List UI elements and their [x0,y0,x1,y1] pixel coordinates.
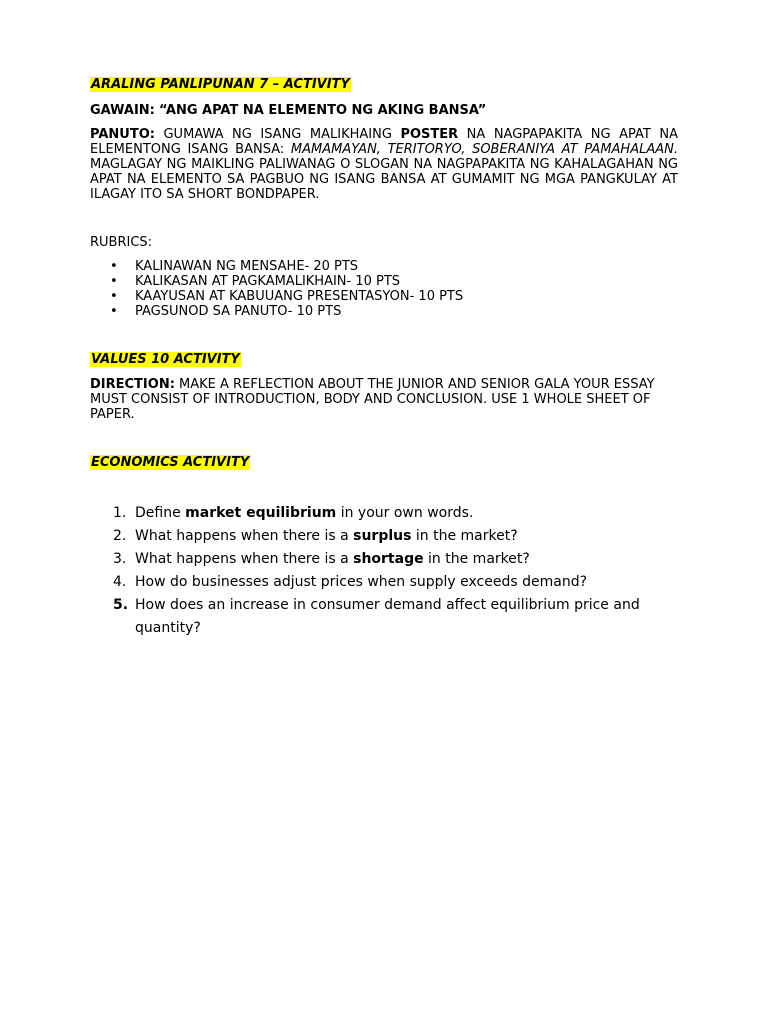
rubric-item-text: KALIKASAN AT PAGKAMALIKHAIN- 10 PTS [135,274,401,289]
question-text: What happens when there is a [135,528,354,544]
question-number: 3. [113,551,127,567]
question-text: How does an increase in consumer demand affect equilibrium price and quantity? [135,597,640,636]
question-keyword: surplus [353,528,412,544]
question-number: 2. [113,528,127,544]
panuto-text-1: GUMAWA NG ISANG MALIKHAING [154,127,401,142]
direction-label: DIRECTION: [90,377,175,392]
question-text: How do businesses adjust prices when supply exceeds demand? [135,574,588,590]
ap-heading-row [90,77,678,93]
values-heading-row [90,352,678,368]
question-text-after: in the market? [411,528,518,544]
question-keyword: market equilibrium [185,505,337,521]
panuto-text-2: NA NAGPAPAKITA NG APAT NA ELEMENTONG ISANG BANSA: [90,127,679,157]
rubric-item [90,289,678,304]
question-item [90,502,678,525]
rubrics-list [90,259,678,319]
rubric-item-text: KAAYUSAN AT KABUUANG PRESENTASYON- 10 PTS [135,289,464,304]
direction-text: MAKE A REFLECTION ABOUT THE JUNIOR AND SENIOR GALA YOUR ESSAY MUST CONSIST OF INTRODUCTION, BODY AND CONCLUSION. USE 1 WHOLE SHEET OF PAPER. [90,377,655,422]
question-item [90,525,678,548]
bullet-icon: • [110,259,118,274]
question-item [90,594,678,640]
rubric-item [90,304,678,319]
question-text: Define [135,505,186,521]
questions-wrap [90,502,678,640]
panuto-paragraph [90,127,678,202]
panuto-poster: POSTER [400,127,459,142]
rubric-item-text: PAGSUNOD SA PANUTO- 10 PTS [135,304,342,319]
bullet-icon: • [110,289,118,304]
panuto-text-3: MAGLAGAY NG MAIKLING PALIWANAG O SLOGAN NA NAGPAPAKITA NG KAHALAGAHAN NG APAT NA ELEMENTO SA PAGBUO NG ISANG BANSA AT GUMAMIT NG MGA PANGKULAY AT ILAGAY ITO SA SHORT BONDPAPER. [90,157,678,202]
gawain-label: GAWAIN: [90,103,155,118]
economics-heading: ECONOMICS ACTIVITY [91,455,250,470]
question-item [90,571,678,594]
question-text-after: in the market? [423,551,530,567]
question-item [90,548,678,571]
rubric-item [90,274,678,289]
rubric-item-text: KALINAWAN NG MENSAHE- 20 PTS [135,259,359,274]
question-number: 5. [113,597,129,613]
question-number: 4. [113,574,127,590]
values-heading: VALUES 10 ACTIVITY [91,352,240,367]
question-text-after: in your own words. [336,505,474,521]
bullet-icon: • [110,304,118,319]
question-text: What happens when there is a [135,551,354,567]
gawain-title: “ANG APAT NA ELEMENTO NG AKING BANSA” [159,103,487,118]
direction-paragraph [90,377,678,422]
rubric-item [90,259,678,274]
ap-heading: ARALING PANLIPUNAN 7 – ACTIVITY [91,77,350,92]
question-keyword: shortage [353,551,424,567]
rubrics-label: RUBRICS: [90,235,153,250]
panuto-label: PANUTO: [90,127,155,142]
economics-heading-row [90,455,678,471]
bullet-icon: • [110,274,118,289]
questions-list [90,502,678,640]
question-number: 1. [113,505,127,521]
rubrics-list-wrap [90,259,678,319]
gawain-line [90,103,678,118]
panuto-elements: MAMAMAYAN, TERITORYO, SOBERANIYA AT PAMAHALAAN. [290,142,678,157]
